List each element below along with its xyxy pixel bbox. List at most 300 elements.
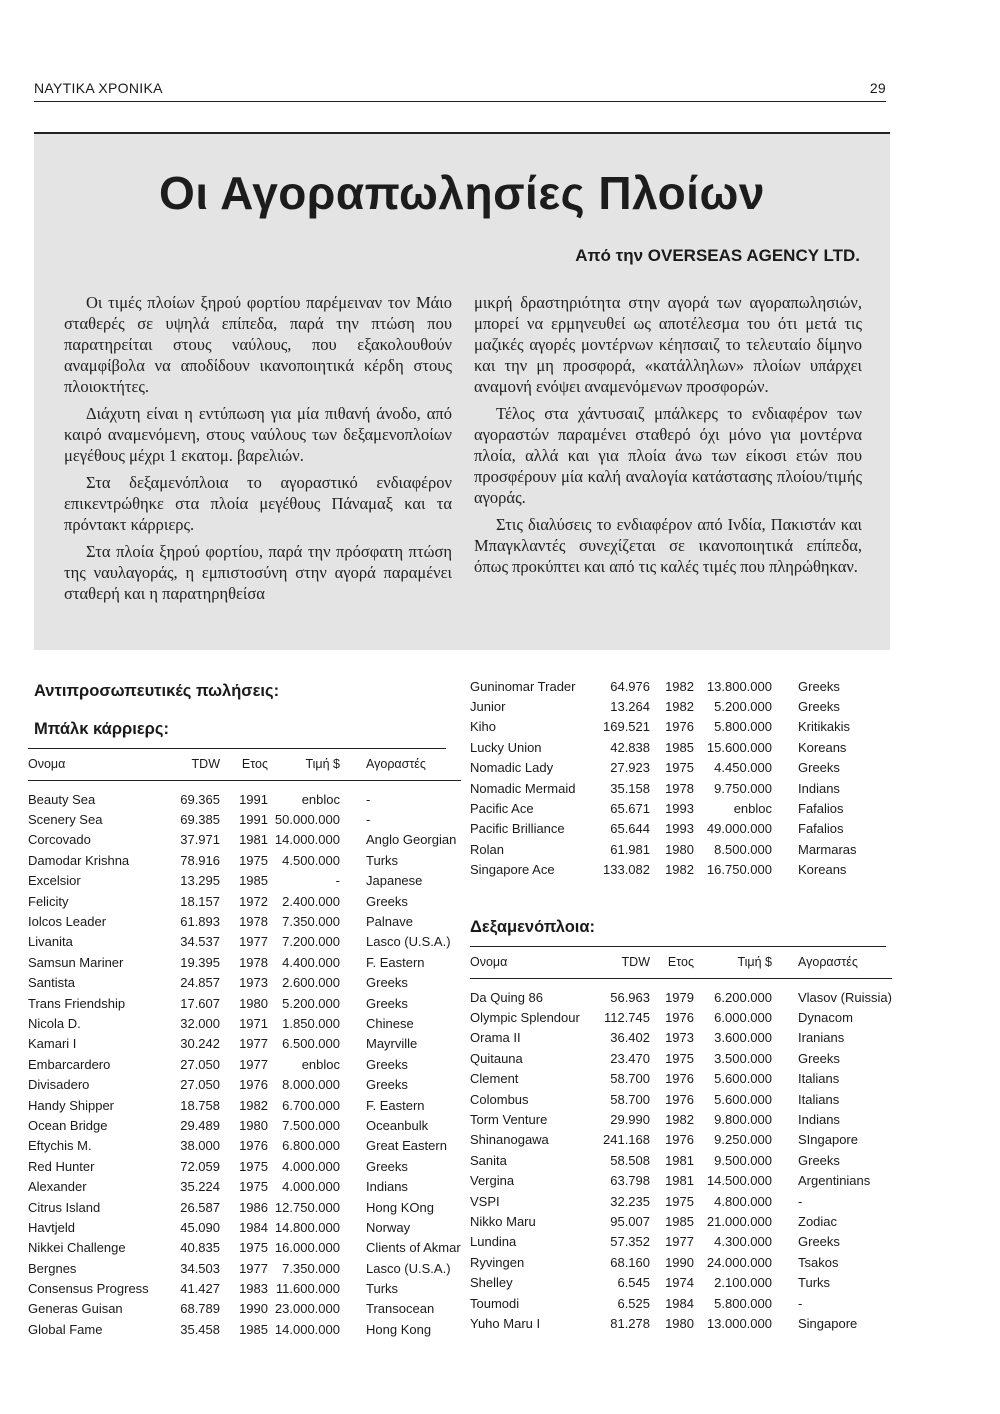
year: 1976	[239, 1138, 268, 1154]
ship-name: Da Quing 86	[470, 989, 543, 1005]
price: 14.000.000	[274, 1321, 340, 1337]
price: 7.350.000	[282, 1260, 340, 1276]
tdw: 69.365	[180, 791, 220, 807]
year: 1990	[239, 1301, 268, 1317]
bulk-carriers-title: Μπάλκ κάρριερς:	[34, 720, 169, 738]
buyers: Greeks	[798, 678, 840, 694]
table-row	[470, 778, 888, 798]
ship-name: Consensus Progress	[28, 1281, 149, 1297]
price: enbloc	[301, 1056, 340, 1072]
price: 2.600.000	[282, 975, 340, 991]
ship-name: Damodar Krishna	[28, 852, 130, 868]
price: 4.800.000	[714, 1193, 772, 1209]
ship-name: Guninomar Trader	[470, 678, 576, 694]
year: 1984	[665, 1295, 694, 1311]
table-row	[470, 1252, 892, 1272]
tdw: 17.607	[180, 995, 220, 1011]
price: 8.000.000	[282, 1077, 340, 1093]
buyers: Lasco (U.S.A.)	[366, 934, 451, 950]
price: enbloc	[301, 791, 340, 807]
ship-name: Trans Friendship	[28, 995, 126, 1011]
price: 6.800.000	[282, 1138, 340, 1154]
buyers: Lasco (U.S.A.)	[366, 1260, 451, 1276]
column-header: Ονομα	[470, 950, 598, 979]
year: 1976	[665, 1091, 694, 1107]
ship-name: Eftychis M.	[28, 1138, 92, 1154]
price: 13.000.000	[706, 1315, 772, 1331]
ship-name: Yuho Maru I	[470, 1315, 541, 1331]
year: 1971	[239, 1015, 268, 1031]
price: 4.000.000	[282, 1158, 340, 1174]
table-row	[470, 1089, 892, 1109]
ship-name: Nikkei Challenge	[28, 1240, 126, 1256]
ship-name: Ocean Bridge	[28, 1117, 108, 1133]
price: 11.600.000	[275, 1281, 340, 1297]
price: 24.000.000	[706, 1254, 772, 1270]
price: 5.600.000	[714, 1091, 772, 1107]
year: 1982	[665, 862, 694, 878]
running-head	[34, 80, 886, 102]
year: 1985	[665, 1213, 694, 1229]
price: 9.500.000	[714, 1152, 772, 1168]
article-panel	[34, 132, 890, 650]
ship-name: Quitauna	[470, 1050, 523, 1066]
year: 1977	[239, 934, 268, 950]
year: 1976	[239, 1077, 268, 1093]
price: 4.450.000	[714, 760, 772, 776]
year: 1982	[665, 1112, 694, 1128]
table-row	[470, 1232, 892, 1252]
buyers: Oceanbulk	[366, 1117, 429, 1133]
tdw: 61.893	[180, 914, 220, 930]
table-row	[28, 911, 461, 931]
year: 1984	[239, 1219, 268, 1235]
buyers: Greeks	[798, 1152, 840, 1168]
price: -	[335, 873, 340, 889]
table-row	[470, 1130, 892, 1150]
column-header: Τιμή $	[268, 752, 340, 781]
price: 9.250.000	[714, 1132, 772, 1148]
tdw: 13.295	[180, 873, 220, 889]
table-row	[28, 871, 461, 891]
buyers: Clients of Akmar	[366, 1240, 461, 1256]
price: 2.100.000	[714, 1275, 772, 1291]
ship-name: Livanita	[28, 934, 73, 950]
ship-name: Nicola D.	[28, 1015, 81, 1031]
tdw: 45.090	[180, 1219, 220, 1235]
table-header-row	[28, 752, 461, 781]
ship-name: Handy Shipper	[28, 1097, 114, 1113]
price: 3.600.000	[714, 1030, 772, 1046]
tdw: 58.508	[610, 1152, 650, 1168]
ship-name: Shelley	[470, 1275, 513, 1291]
buyers: F. Eastern	[366, 954, 425, 970]
tdw: 64.976	[610, 678, 650, 694]
ship-name: Havtjeld	[28, 1219, 75, 1235]
spacer-row	[28, 781, 461, 790]
tdw: 37.971	[180, 832, 220, 848]
year: 1975	[665, 760, 694, 776]
table-row	[470, 819, 888, 839]
buyers: Indians	[366, 1179, 408, 1195]
buyers: Koreans	[798, 739, 847, 755]
buyers: -	[798, 1193, 803, 1209]
tankers-table	[470, 950, 892, 1334]
price: 6.700.000	[282, 1097, 340, 1113]
buyers: -	[366, 791, 371, 807]
table-row	[28, 1176, 461, 1196]
year: 1980	[665, 841, 694, 857]
buyers: Palnave	[366, 914, 413, 930]
buyers: Marmaras	[798, 841, 857, 857]
buyers: F. Eastern	[366, 1097, 425, 1113]
column-header: Ετος	[220, 752, 268, 781]
price: 6.200.000	[714, 989, 772, 1005]
ship-name: Sanita	[470, 1152, 507, 1168]
tdw: 72.059	[180, 1158, 220, 1174]
table-row	[470, 1109, 892, 1129]
buyers: Koreans	[798, 862, 847, 878]
table-row	[470, 987, 892, 1007]
ship-name: Pacific Brilliance	[470, 821, 565, 837]
table-row	[470, 860, 888, 880]
paragraph: Οι τιμές πλοίων ξηρού φορτίου παρέμειναν τον Μάιο σταθερές σε υψηλά επίπεδα, παρά την πτώση που παρατηρείται στους ναύλους, που εξακολουθούν αναμφίβολα να αποδίδουν ικανοποιητικά κέρδη στους πλοιοκτήτες.	[64, 293, 452, 396]
table-row	[28, 1054, 461, 1074]
tdw: 32.235	[610, 1193, 650, 1209]
ship-name: Clement	[470, 1071, 519, 1087]
buyers: Turks	[798, 1275, 831, 1291]
buyers: Iranians	[798, 1030, 845, 1046]
ship-name: Nomadic Lady	[470, 760, 554, 776]
tdw: 65.644	[610, 821, 650, 837]
table-row	[28, 932, 461, 952]
buyers: Hong KOng	[366, 1199, 434, 1215]
column-header: TDW	[598, 950, 650, 979]
table-row	[470, 1150, 892, 1170]
ship-name: Vergina	[470, 1173, 515, 1189]
tdw: 6.545	[617, 1275, 650, 1291]
tdw: 68.789	[180, 1301, 220, 1317]
ship-name: Excelsior	[28, 873, 81, 889]
price: 9.800.000	[714, 1112, 772, 1128]
tdw: 81.278	[610, 1315, 650, 1331]
table-row	[28, 1156, 461, 1176]
table-row	[470, 1313, 892, 1333]
table-row	[28, 830, 461, 850]
ship-name: VSPI	[470, 1193, 500, 1209]
year: 1975	[239, 1240, 268, 1256]
table-row	[28, 1278, 461, 1298]
ship-name: Felicity	[28, 893, 69, 909]
article-byline: Από την OVERSEAS AGENCY LTD.	[575, 246, 860, 265]
buyers: Anglo Georgian	[366, 832, 457, 848]
tdw: 36.402	[610, 1030, 650, 1046]
year: 1993	[665, 821, 694, 837]
table-row	[470, 1272, 892, 1292]
tdw: 42.838	[610, 739, 650, 755]
ship-name: Toumodi	[470, 1295, 520, 1311]
ship-name: Beauty Sea	[28, 791, 96, 807]
tdw: 56.963	[610, 989, 650, 1005]
price: 16.000.000	[274, 1240, 340, 1256]
year: 1981	[239, 832, 268, 848]
column-header: Ονομα	[28, 752, 156, 781]
buyers: Turks	[366, 1281, 399, 1297]
tdw: 35.458	[180, 1321, 220, 1337]
table-row	[470, 676, 888, 696]
tdw: 78.916	[180, 852, 220, 868]
paragraph: Στις διαλύσεις το ενδιαφέρον από Ινδία, Πακιστάν και Μπαγκλαντές συνεχίζεται σε ικανοποιητικά επίπεδα, όπως προκύπτει και από τις καλές τιμές που πληρώθηκαν.	[474, 515, 862, 576]
ship-name: Rolan	[470, 841, 504, 857]
buyers: Tsakos	[798, 1254, 839, 1270]
tdw: 38.000	[180, 1138, 220, 1154]
year: 1985	[665, 739, 694, 755]
year: 1976	[665, 1132, 694, 1148]
table-row	[28, 1319, 461, 1339]
paragraph: Στα πλοία ξηρού φορτίου, παρά την πρόσφατη πτώση της ναυλαγοράς, η εμπιστοσύνη στην αγορά παραμένει σταθερή και η παρατηρηθείσα	[64, 542, 452, 603]
table-row	[470, 1171, 892, 1191]
tdw: 23.470	[610, 1050, 650, 1066]
buyers: Fafalios	[798, 821, 844, 837]
price: 1.850.000	[282, 1015, 340, 1031]
article-column-right	[474, 292, 862, 583]
ship-name: Samsun Mariner	[28, 954, 124, 970]
publication-name: ΝΑΥΤΙΚΑ ΧΡΟΝΙΚΑ	[34, 80, 163, 96]
table-row	[28, 1136, 461, 1156]
buyers: Japanese	[366, 873, 423, 889]
price: 13.800.000	[706, 678, 772, 694]
tdw: 58.700	[610, 1071, 650, 1087]
price: 7.350.000	[282, 914, 340, 930]
buyers: -	[798, 1295, 803, 1311]
tdw: 61.981	[610, 841, 650, 857]
ship-name: Ryvingen	[470, 1254, 525, 1270]
page-number: 29	[869, 80, 886, 96]
column-header: Αγοραστές	[340, 752, 461, 781]
ship-name: Colombus	[470, 1091, 529, 1107]
year: 1977	[239, 1260, 268, 1276]
buyers: Norway	[366, 1219, 411, 1235]
tdw: 112.745	[603, 1010, 650, 1026]
ship-name: Nikko Maru	[470, 1213, 536, 1229]
buyers: Great Eastern	[366, 1138, 447, 1154]
year: 1976	[665, 1010, 694, 1026]
ship-name: Red Hunter	[28, 1158, 95, 1174]
table-row	[470, 717, 888, 737]
buyers: Dynacom	[798, 1010, 853, 1026]
paragraph: Τέλος στα χάντυσαιζ μπάλκερς το ενδιαφέρον των αγοραστών παραμένει σταθερό όχι μόνο για μοντέρνα πλοία, αλλά και για πλοία άνω των είκοσι ετών που προσφέρουν μία καλή αναλογία κατάστασης πλοίου/τιμής αγοράς.	[474, 404, 862, 507]
year: 1986	[239, 1199, 268, 1215]
ship-name: Citrus Island	[28, 1199, 101, 1215]
buyers: Fafalios	[798, 801, 844, 817]
ship-name: Alexander	[28, 1179, 87, 1195]
year: 1973	[665, 1030, 694, 1046]
price: 23.000.000	[274, 1301, 340, 1317]
bulk-carriers-table	[28, 752, 461, 1340]
price: 8.500.000	[714, 841, 772, 857]
buyers: Vlasov (Ruissia)	[798, 989, 892, 1005]
ship-name: Kiho	[470, 719, 497, 735]
ship-name: Kamari I	[28, 1036, 77, 1052]
year: 1985	[239, 873, 268, 889]
year: 1981	[665, 1152, 694, 1168]
paragraph: Διάχυτη είναι η εντύπωση για μία πιθανή άνοδο, από καιρό αναμενόμενη, στους ναύλους των δεξαμενοπλοίων μεγέθους μέχρι 1 εκατομ. βαρελιών.	[64, 404, 452, 465]
price: 4.300.000	[714, 1234, 772, 1250]
year: 1980	[665, 1315, 694, 1331]
price: 2.400.000	[282, 893, 340, 909]
year: 1983	[239, 1281, 268, 1297]
table-row	[28, 850, 461, 870]
year: 1978	[665, 780, 694, 796]
table-row	[28, 891, 461, 911]
table-row	[470, 839, 888, 859]
year: 1982	[239, 1097, 268, 1113]
year: 1973	[239, 975, 268, 991]
buyers: Greeks	[366, 1077, 408, 1093]
buyers: Hong Kong	[366, 1321, 432, 1337]
ship-name: Junior	[470, 699, 506, 715]
year: 1991	[239, 791, 268, 807]
divider	[470, 946, 886, 947]
year: 1979	[665, 989, 694, 1005]
buyers: Greeks	[798, 699, 840, 715]
price: 7.200.000	[282, 934, 340, 950]
price: 21.000.000	[706, 1213, 772, 1229]
tdw: 133.082	[603, 862, 650, 878]
ship-name: Olympic Splendour	[470, 1010, 580, 1026]
buyers: Italians	[798, 1091, 840, 1107]
price: 4.400.000	[282, 954, 340, 970]
table-row	[28, 1095, 461, 1115]
article-title: Οι Αγοραπωλησίες Πλοίων	[159, 167, 765, 219]
bulk-carriers-table-continued	[470, 676, 888, 880]
ship-name: Orama II	[470, 1030, 521, 1046]
price: 15.600.000	[706, 739, 772, 755]
tdw: 18.157	[180, 893, 220, 909]
price: 7.500.000	[282, 1117, 340, 1133]
ship-name: Pacific Ace	[470, 801, 534, 817]
table-row	[470, 1007, 892, 1027]
ship-name: Lundina	[470, 1234, 517, 1250]
table-row	[28, 1197, 461, 1217]
year: 1974	[665, 1275, 694, 1291]
buyers: Argentinians	[798, 1173, 871, 1189]
price: 49.000.000	[706, 821, 772, 837]
buyers: Kritikakis	[798, 719, 851, 735]
paragraph: μικρή δραστηριότητα στην αγορά των αγοραπωλησιών, μπορεί να ερμηνευθεί ως αποτέλεσμα του ότι μετά τις μαζικές αγορές μοντέρνων κέηπσαιζ το τελευταίο δίμηνο και την μη προσφορά, «κατάλληλων» πλοίων υπάρχει αναμονή ενόψει αναμενόμενων προσφορών.	[474, 293, 862, 396]
year: 1975	[239, 1179, 268, 1195]
ship-name: Iolcos Leader	[28, 914, 107, 930]
buyers: Singapore	[798, 1315, 858, 1331]
table-row	[28, 1034, 461, 1054]
table-row	[28, 789, 461, 809]
table-row	[28, 973, 461, 993]
year: 1975	[239, 852, 268, 868]
tdw: 169.521	[603, 719, 650, 735]
buyers: Italians	[798, 1071, 840, 1087]
table-row	[470, 1048, 892, 1068]
price: 50.000.000	[274, 812, 340, 828]
price: 3.500.000	[714, 1050, 772, 1066]
tdw: 40.835	[180, 1240, 220, 1256]
buyers: Transocean	[366, 1301, 435, 1317]
tdw: 68.160	[610, 1254, 650, 1270]
price: 4.000.000	[282, 1179, 340, 1195]
buyers: Greeks	[798, 1234, 840, 1250]
ship-name: Embarcardero	[28, 1056, 111, 1072]
tdw: 19.395	[180, 954, 220, 970]
buyers: Greeks	[798, 1050, 840, 1066]
tdw: 13.264	[610, 699, 650, 715]
year: 1975	[665, 1193, 694, 1209]
table-row	[470, 1028, 892, 1048]
article-column-left	[64, 292, 452, 610]
ship-name: Generas Guisan	[28, 1301, 123, 1317]
price: 14.000.000	[274, 832, 340, 848]
buyers: Mayrville	[366, 1036, 418, 1052]
column-header: TDW	[156, 752, 220, 781]
buyers: Turks	[366, 852, 399, 868]
column-header: Τιμή $	[694, 950, 772, 979]
buyers: Greeks	[366, 1056, 408, 1072]
tdw: 27.050	[180, 1056, 220, 1072]
paragraph: Στα δεξαμενόπλοια το αγοραστικό ενδιαφέρον επικεντρώθηκε στα πλοία μεγέθους Πάναμαξ και τα πρόντακτ κάρριερς.	[64, 473, 452, 534]
ship-name: Nomadic Mermaid	[470, 780, 576, 796]
ship-name: Torm Venture	[470, 1112, 548, 1128]
tankers-title: Δεξαμενόπλοια:	[470, 918, 595, 936]
ship-name: Divisadero	[28, 1077, 90, 1093]
year: 1976	[665, 719, 694, 735]
price: enbloc	[733, 801, 772, 817]
ship-name: Corcovado	[28, 832, 91, 848]
price: 14.500.000	[706, 1173, 772, 1189]
price: 6.500.000	[282, 1036, 340, 1052]
column-header: Αγοραστές	[772, 950, 892, 979]
year: 1982	[665, 678, 694, 694]
tdw: 24.857	[180, 975, 220, 991]
buyers: SIngapore	[798, 1132, 858, 1148]
table-row	[470, 1211, 892, 1231]
year: 1981	[665, 1173, 694, 1189]
year: 1977	[239, 1056, 268, 1072]
price: 5.600.000	[714, 1071, 772, 1087]
table-row	[28, 993, 461, 1013]
tdw: 35.224	[180, 1179, 220, 1195]
tdw: 65.671	[610, 801, 650, 817]
tdw: 27.923	[610, 760, 650, 776]
buyers: Greeks	[366, 995, 408, 1011]
price: 9.750.000	[714, 780, 772, 796]
tdw: 241.168	[603, 1132, 650, 1148]
table-row	[470, 1293, 892, 1313]
price: 5.200.000	[282, 995, 340, 1011]
table-row	[470, 1191, 892, 1211]
price: 5.800.000	[714, 1295, 772, 1311]
buyers: Greeks	[366, 975, 408, 991]
table-row	[28, 1217, 461, 1237]
tdw: 27.050	[180, 1077, 220, 1093]
year: 1990	[665, 1254, 694, 1270]
table-row	[28, 1115, 461, 1135]
tdw: 6.525	[617, 1295, 650, 1311]
year: 1977	[239, 1036, 268, 1052]
buyers: Indians	[798, 780, 840, 796]
year: 1982	[665, 699, 694, 715]
ship-name: Bergnes	[28, 1260, 77, 1276]
year: 1976	[665, 1071, 694, 1087]
tdw: 63.798	[610, 1173, 650, 1189]
tdw: 34.537	[180, 934, 220, 950]
